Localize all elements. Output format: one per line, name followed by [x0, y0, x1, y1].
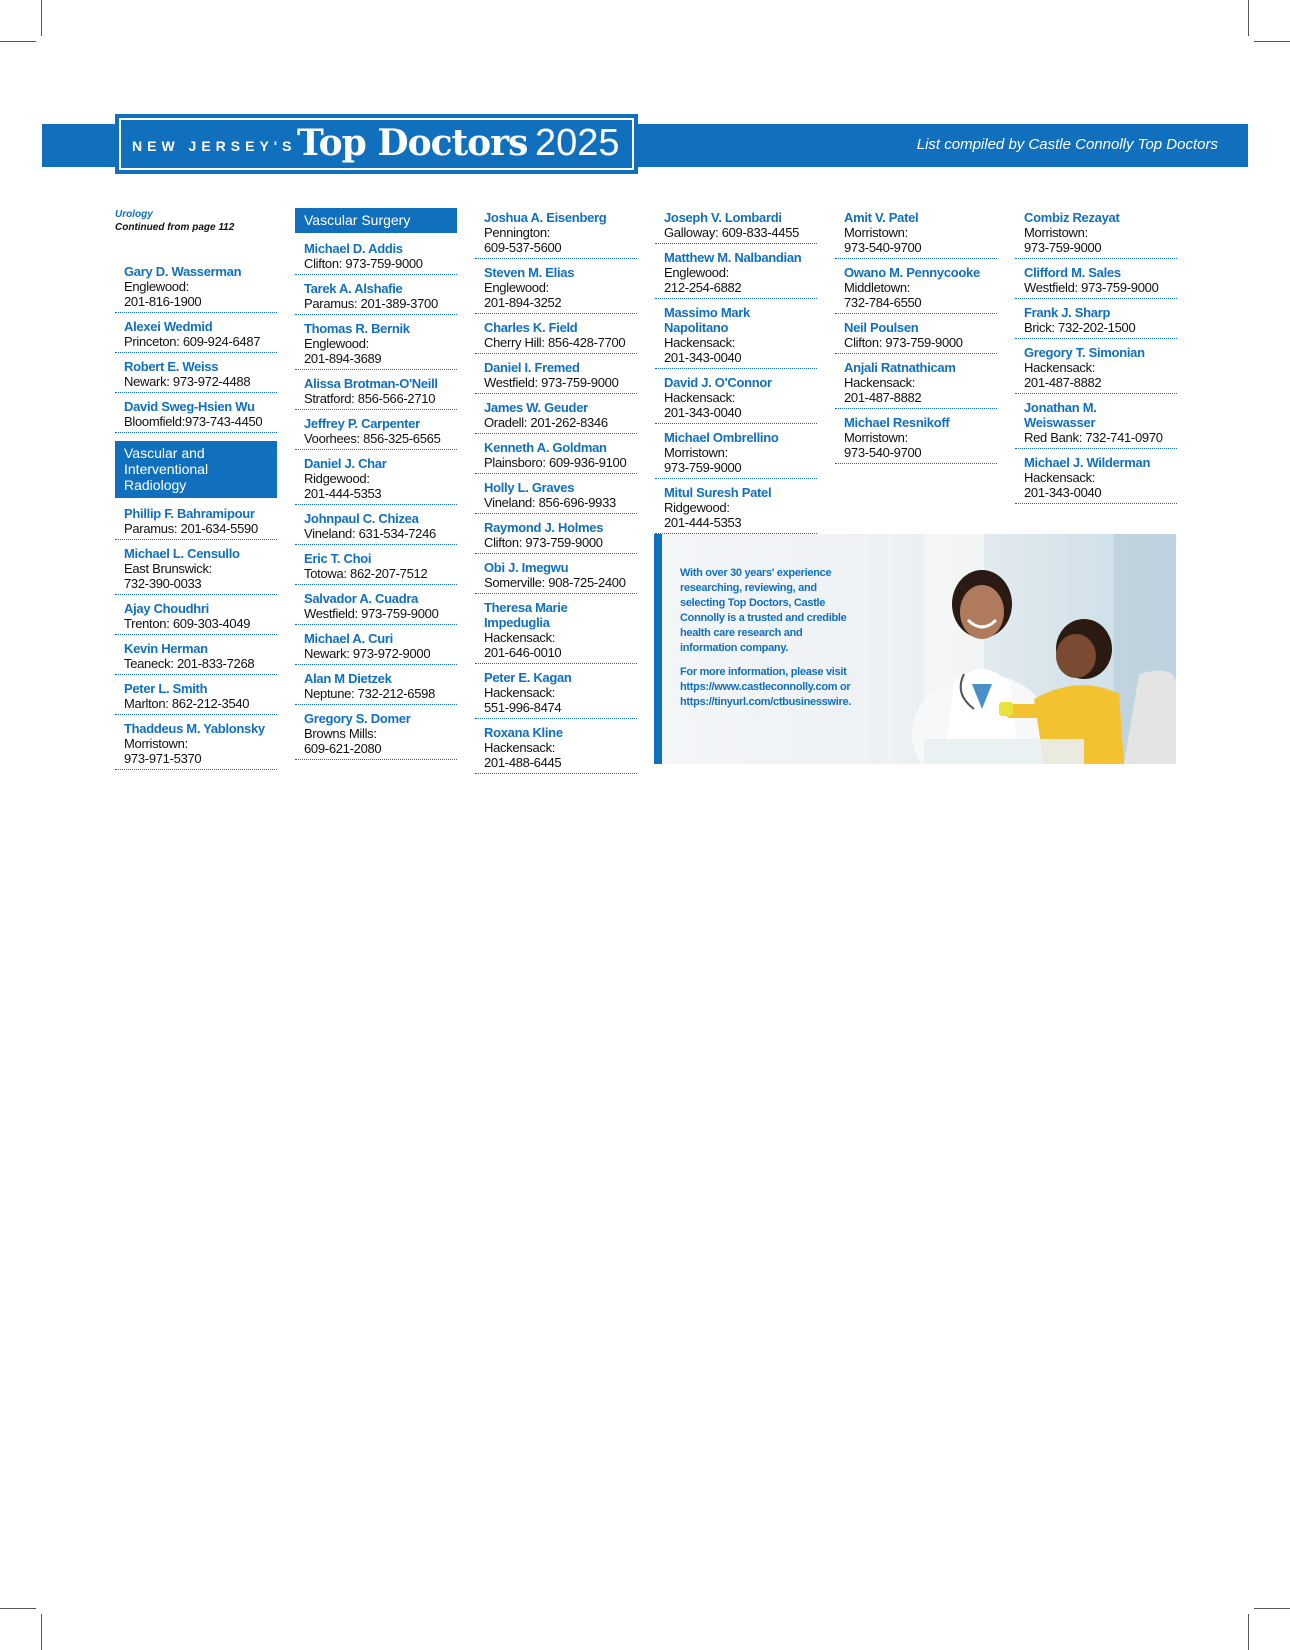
doctor-entry — [295, 279, 457, 315]
promo-box — [654, 534, 1176, 764]
doctor-name: Anjali Ratnathicam — [844, 360, 956, 375]
doctor-location-phone: Brick: 732-202-1500 — [1024, 320, 1136, 335]
title-prefix: NEW JERSEY'S — [132, 138, 297, 154]
specialty-heading: Vascular Surgery — [295, 208, 457, 233]
doctor-location-phone: Browns Mills: — [304, 726, 377, 741]
doctor-location-phone: 973-759-9000 — [1024, 240, 1102, 255]
doctor-location-phone: 212-254-6882 — [664, 280, 742, 295]
doctor-location-phone: 201-816-1900 — [124, 294, 202, 309]
doctor-entry — [475, 398, 637, 434]
doctor-entry — [475, 558, 637, 594]
doctor-entry — [295, 509, 457, 545]
doctor-entry — [835, 413, 997, 464]
doctor-name: Thaddeus M. Yablonsky — [124, 721, 265, 736]
doctor-name: Steven M. Elias — [484, 265, 575, 280]
doctor-name: Michael A. Curi — [304, 631, 393, 646]
doctor-location-phone: Vineland: 631-534-7246 — [304, 526, 436, 541]
doctor-location-phone: Clifton: 973-759-9000 — [844, 335, 963, 350]
doctor-location-phone: Hackensack: — [484, 740, 556, 755]
doctor-location-phone: Paramus: 201-389-3700 — [304, 296, 438, 311]
doctor-name: Jeffrey P. Carpenter — [304, 416, 420, 431]
doctor-entry — [475, 208, 637, 259]
doctor-name: Gregory T. Simonian — [1024, 345, 1145, 360]
doctor-entry — [475, 478, 637, 514]
doctor-entry — [115, 397, 277, 433]
doctor-name: Michael Resnikoff — [844, 415, 950, 430]
doctor-entry — [295, 414, 457, 450]
doctor-location-phone: 973-540-9700 — [844, 240, 922, 255]
doctor-location-phone: Cherry Hill: 856-428-7700 — [484, 335, 626, 350]
doctor-location-phone: Plainsboro: 609-936-9100 — [484, 455, 627, 470]
doctor-location-phone: 201-488-6445 — [484, 755, 562, 770]
doctor-location-phone: Clifton: 973-759-9000 — [304, 256, 423, 271]
column-2 — [295, 208, 457, 764]
doctor-location-phone: 201-444-5353 — [664, 515, 742, 530]
doctor-entry — [835, 208, 997, 259]
spacer — [115, 234, 277, 262]
promo-paragraph: With over 30 years' experience researching, reviewing, and selecting Top Doctors, Castle Connolly is a trusted and credible health care research and information company. — [680, 567, 847, 654]
continued-specialty: Urology — [115, 209, 153, 220]
doctor-name: Michael D. Addis — [304, 241, 403, 256]
doctor-location-phone: Newark: 973-972-9000 — [304, 646, 431, 661]
doctor-location-phone: Morristown: — [124, 736, 188, 751]
doctor-location-phone: Galloway: 609-833-4455 — [664, 225, 800, 240]
doctor-name: Massimo Mark Napolitano — [664, 305, 750, 335]
doctor-location-phone: 201-487-8882 — [1024, 375, 1102, 390]
continued-page-note: Continued from page 112 — [115, 222, 235, 233]
doctor-entry — [115, 639, 277, 675]
doctor-location-phone: Westfield: 973-759-9000 — [304, 606, 439, 621]
doctor-name: Phillip F. Bahramipour — [124, 506, 255, 521]
doctor-location-phone: 201-444-5353 — [304, 486, 382, 501]
doctor-location-phone: 609-621-2080 — [304, 741, 382, 756]
doctor-name: Johnpaul C. Chizea — [304, 511, 419, 526]
doctor-entry — [115, 719, 277, 770]
specialty-heading: Vascular and Interventional Radiology — [115, 441, 277, 498]
column-4 — [655, 208, 817, 538]
doctor-entry — [655, 208, 817, 244]
doctor-entry — [295, 589, 457, 625]
doctor-name: Matthew M. Nalbandian — [664, 250, 802, 265]
doctor-location-phone: Westfield: 973-759-9000 — [484, 375, 619, 390]
doctor-name: Daniel J. Char — [304, 456, 387, 471]
doctor-name: Mitul Suresh Patel — [664, 485, 772, 500]
doctor-entry — [475, 263, 637, 314]
crop-mark — [0, 1608, 36, 1609]
doctor-entry — [295, 239, 457, 275]
doctor-name: Kenneth A. Goldman — [484, 440, 607, 455]
doctor-entry — [655, 428, 817, 479]
doctor-location-phone: 609-537-5600 — [484, 240, 562, 255]
doctor-name: Charles K. Field — [484, 320, 578, 335]
doctor-location-phone: Englewood: — [484, 280, 549, 295]
doctor-entry — [835, 263, 997, 314]
doctor-location-phone: Somerville: 908-725-2400 — [484, 575, 626, 590]
doctor-name: Raymond J. Holmes — [484, 520, 604, 535]
doctor-location-phone: 732-784-6550 — [844, 295, 922, 310]
doctor-name: Michael J. Wilderman — [1024, 455, 1151, 470]
column-6 — [1015, 208, 1177, 508]
crop-mark — [41, 1614, 42, 1650]
doctor-name: Obi J. Imegwu — [484, 560, 569, 575]
title-box — [115, 114, 638, 174]
doctor-name: Alissa Brotman-O'Neill — [304, 376, 438, 391]
doctor-name: Eric T. Choi — [304, 551, 372, 566]
doctor-name: Michael L. Censullo — [124, 546, 240, 561]
doctor-location-phone: 732-390-0033 — [124, 576, 202, 591]
crop-mark — [1248, 1614, 1249, 1650]
doctor-location-phone: Morristown: — [1024, 225, 1088, 240]
doctor-name: Tarek A. Alshafie — [304, 281, 403, 296]
doctor-location-phone: Oradell: 201-262-8346 — [484, 415, 608, 430]
doctor-location-phone: Voorhees: 856-325-6565 — [304, 431, 441, 446]
doctor-name: Kevin Herman — [124, 641, 208, 656]
doctor-location-phone: Ridgewood: — [664, 500, 730, 515]
doctor-location-phone: Paramus: 201-634-5590 — [124, 521, 258, 536]
crop-mark — [1248, 0, 1249, 36]
column-1 — [115, 208, 277, 774]
doctor-location-phone: Newark: 973-972-4488 — [124, 374, 251, 389]
doctor-name: Michael Ombrellino — [664, 430, 779, 445]
doctor-location-phone: Hackensack: — [484, 685, 556, 700]
crop-mark — [1254, 41, 1290, 42]
doctor-location-phone: 201-894-3689 — [304, 351, 382, 366]
doctor-entry — [295, 709, 457, 760]
doctor-entry — [115, 357, 277, 393]
doctor-location-phone: Hackensack: — [1024, 360, 1096, 375]
doctor-entry — [1015, 263, 1177, 299]
doctor-location-phone: Hackensack: — [664, 390, 736, 405]
doctor-name: David J. O'Connor — [664, 375, 772, 390]
doctor-entry — [115, 504, 277, 540]
doctor-entry — [115, 599, 277, 635]
doctor-entry — [1015, 303, 1177, 339]
doctor-name: Neil Poulsen — [844, 320, 919, 335]
doctor-location-phone: Morristown: — [844, 430, 908, 445]
doctor-entry — [475, 358, 637, 394]
doctor-name: Amit V. Patel — [844, 210, 919, 225]
doctor-entry — [295, 454, 457, 505]
doctor-name: Joshua A. Eisenberg — [484, 210, 607, 225]
crop-mark — [0, 41, 36, 42]
doctor-location-phone: Ridgewood: — [304, 471, 370, 486]
doctor-location-phone: 973-971-5370 — [124, 751, 202, 766]
doctor-name: Jonathan M. Weiswasser — [1024, 400, 1097, 430]
doctor-location-phone: Neptune: 732-212-6598 — [304, 686, 436, 701]
doctor-entry — [655, 248, 817, 299]
doctor-name: Joseph V. Lombardi — [664, 210, 782, 225]
doctor-child-photo — [884, 534, 1176, 764]
doctor-name: Roxana Kline — [484, 725, 563, 740]
doctor-entry — [295, 669, 457, 705]
doctor-name: Daniel I. Fremed — [484, 360, 580, 375]
doctor-name: David Sweg-Hsien Wu — [124, 399, 255, 414]
doctor-location-phone: 973-759-9000 — [664, 460, 742, 475]
column-5 — [835, 208, 997, 468]
doctor-location-phone: Morristown: — [844, 225, 908, 240]
doctor-location-phone: Hackensack: — [1024, 470, 1096, 485]
doctor-entry — [295, 549, 457, 585]
doctor-location-phone: Hackensack: — [484, 630, 556, 645]
doctor-entry — [1015, 398, 1177, 449]
doctor-location-phone: 201-343-0040 — [1024, 485, 1102, 500]
doctor-entry — [115, 262, 277, 313]
doctor-location-phone: Hackensack: — [844, 375, 916, 390]
doctor-location-phone: Englewood: — [124, 279, 189, 294]
doctor-entry — [475, 668, 637, 719]
doctor-name: Peter L. Smith — [124, 681, 208, 696]
doctor-entry — [1015, 343, 1177, 394]
doctor-location-phone: Englewood: — [664, 265, 729, 280]
doctor-location-phone: Stratford: 856-566-2710 — [304, 391, 436, 406]
doctor-location-phone: Westfield: 973-759-9000 — [1024, 280, 1159, 295]
doctor-location-phone: 201-646-0010 — [484, 645, 562, 660]
doctor-name: Alexei Wedmid — [124, 319, 213, 334]
doctor-entry — [1015, 208, 1177, 259]
doctor-entry — [115, 679, 277, 715]
column-3 — [475, 208, 637, 778]
compiled-by: List compiled by Castle Connolly Top Doctors — [916, 136, 1218, 153]
doctor-entry — [655, 373, 817, 424]
doctor-name: Salvador A. Cuadra — [304, 591, 419, 606]
doctor-name: Thomas R. Bernik — [304, 321, 410, 336]
promo-text — [680, 566, 860, 719]
doctor-location-phone: Englewood: — [304, 336, 369, 351]
doctor-location-phone: Middletown: — [844, 280, 911, 295]
promo-link-paragraph[interactable]: For more information, please visit https://www.castleconnolly.com or https://tinyurl.com/ctbusinesswire. — [680, 666, 852, 708]
doctor-name: James W. Geuder — [484, 400, 588, 415]
doctor-name: Gregory S. Domer — [304, 711, 411, 726]
doctor-name: Combiz Rezayat — [1024, 210, 1120, 225]
page-title: Top Doctors — [297, 122, 528, 164]
doctor-name: Peter E. Kagan — [484, 670, 572, 685]
doctor-entry — [1015, 453, 1177, 504]
doctor-location-phone: 201-343-0040 — [664, 405, 742, 420]
doctor-location-phone: 551-996-8474 — [484, 700, 562, 715]
doctor-entry — [475, 518, 637, 554]
doctor-location-phone: 201-343-0040 — [664, 350, 742, 365]
doctor-location-phone: Princeton: 609-924-6487 — [124, 334, 261, 349]
doctor-location-phone: Bloomfield:973-743-4450 — [124, 414, 263, 429]
doctor-entry — [115, 317, 277, 353]
doctor-entry — [655, 303, 817, 369]
continued-note — [115, 208, 277, 234]
doctor-name: Robert E. Weiss — [124, 359, 219, 374]
doctor-name: Holly L. Graves — [484, 480, 575, 495]
doctor-location-phone: Hackensack: — [664, 335, 736, 350]
doctor-location-phone: Morristown: — [664, 445, 728, 460]
doctor-name: Gary D. Wasserman — [124, 264, 242, 279]
doctor-entry — [295, 319, 457, 370]
doctor-location-phone: Trenton: 609-303-4049 — [124, 616, 251, 631]
doctor-name: Clifford M. Sales — [1024, 265, 1121, 280]
doctor-location-phone: Vineland: 856-696-9933 — [484, 495, 616, 510]
doctor-entry — [475, 318, 637, 354]
doctor-entry — [475, 438, 637, 474]
doctor-entry — [475, 723, 637, 774]
doctor-location-phone: Red Bank: 732-741-0970 — [1024, 430, 1163, 445]
doctor-name: Owano M. Pennycooke — [844, 265, 980, 280]
doctor-name: Theresa Marie Impeduglia — [484, 600, 568, 630]
doctor-location-phone: 201-894-3252 — [484, 295, 562, 310]
promo-accent-bar — [654, 534, 662, 764]
doctor-entry — [475, 598, 637, 664]
doctor-location-phone: Teaneck: 201-833-7268 — [124, 656, 255, 671]
doctor-name: Alan M Dietzek — [304, 671, 392, 686]
doctor-location-phone: Clifton: 973-759-9000 — [484, 535, 603, 550]
doctor-entry — [835, 318, 997, 354]
doctor-entry — [115, 544, 277, 595]
doctor-location-phone: East Brunswick: — [124, 561, 212, 576]
doctor-entry — [295, 629, 457, 665]
doctor-name: Ajay Choudhri — [124, 601, 209, 616]
crop-mark — [41, 0, 42, 36]
crop-mark — [1254, 1608, 1290, 1609]
doctor-location-phone: Totowa: 862-207-7512 — [304, 566, 428, 581]
doctor-entry — [295, 374, 457, 410]
doctor-entry — [835, 358, 997, 409]
doctor-entry — [655, 483, 817, 534]
doctor-location-phone: Marlton: 862-212-3540 — [124, 696, 250, 711]
title-year: 2025 — [535, 122, 620, 164]
doctor-location-phone: Pennington: — [484, 225, 551, 240]
doctor-name: Frank J. Sharp — [1024, 305, 1111, 320]
doctor-location-phone: 973-540-9700 — [844, 445, 922, 460]
doctor-location-phone: 201-487-8882 — [844, 390, 922, 405]
